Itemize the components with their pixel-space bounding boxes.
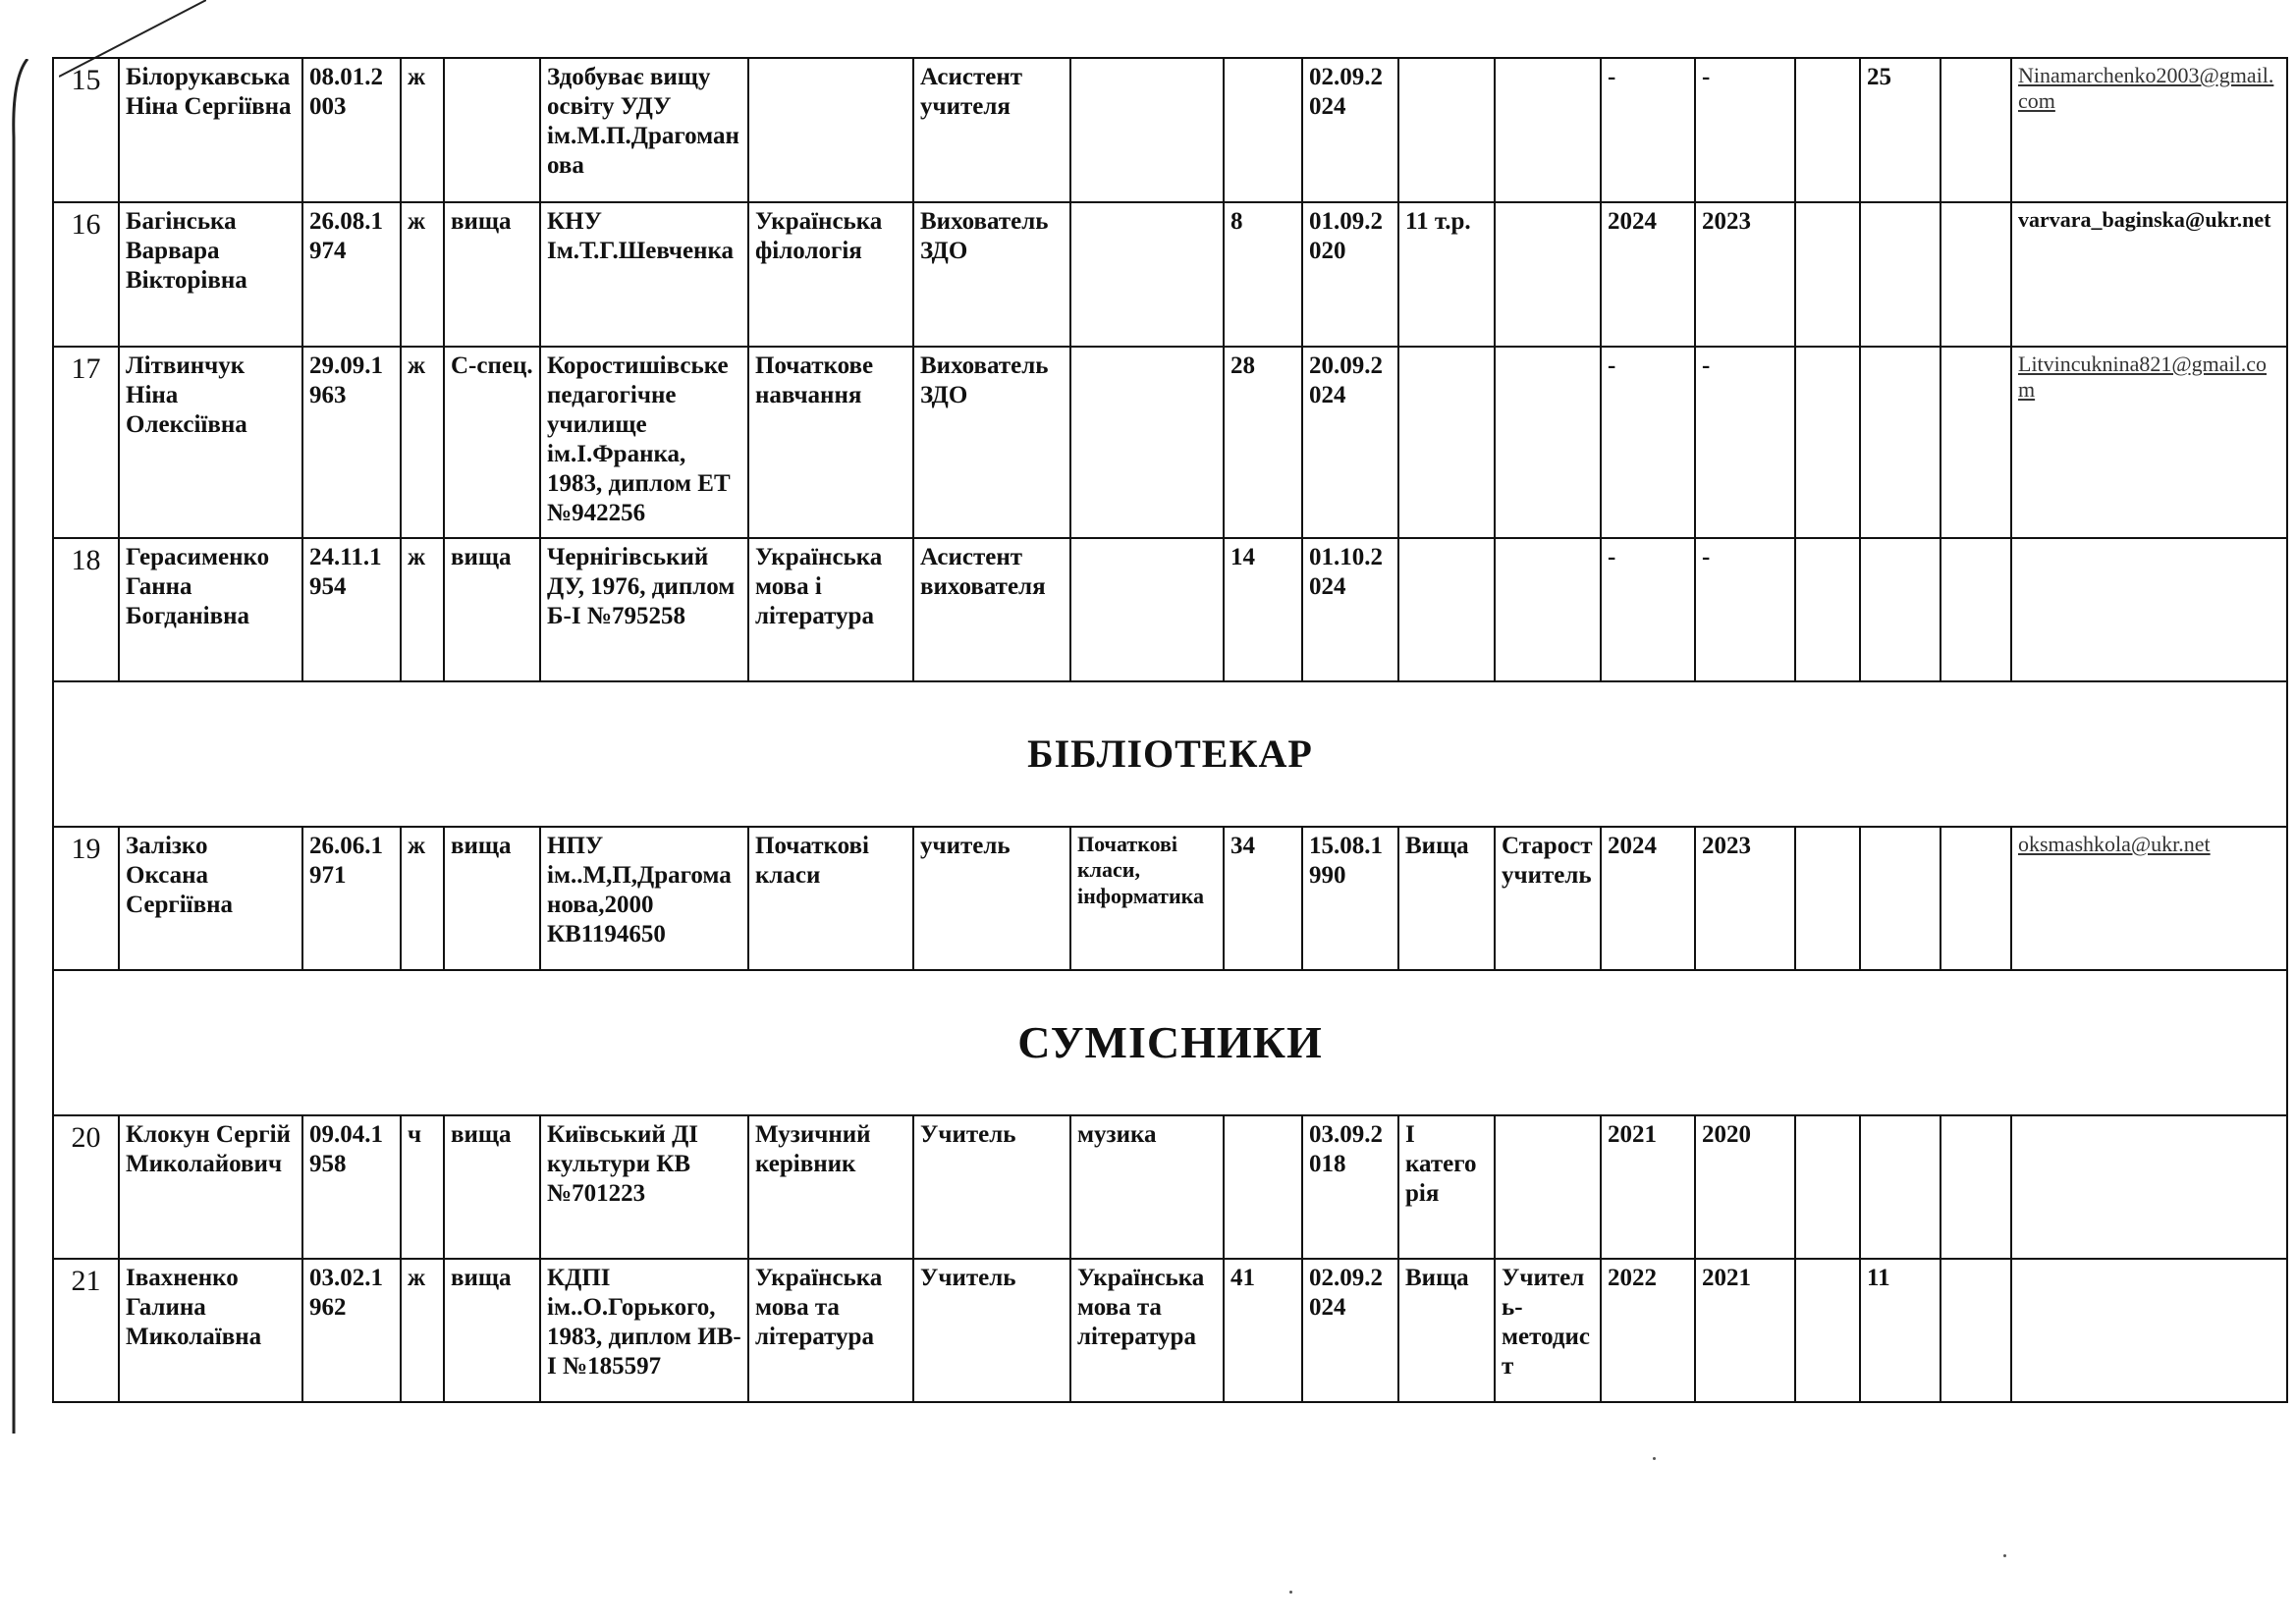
title [1495,347,1601,538]
attestation-year: - [1695,347,1795,538]
course-year: - [1601,538,1695,681]
experience [1224,58,1302,202]
email [2011,58,2287,202]
sex: ж [401,58,444,202]
cell-18 [1941,347,2011,538]
email [2011,827,2287,970]
cell-18 [1941,827,2011,970]
email [2011,1259,2287,1402]
position: Вихователь ЗДО [913,347,1070,538]
category [1398,347,1495,538]
date-hired: 03.09.2018 [1302,1115,1398,1259]
cell-16 [1795,538,1860,681]
date-hired: 20.09.2024 [1302,347,1398,538]
email-text: Ninamarchenko2003@gmail.com [2018,63,2274,114]
specialty: Початкові класи [748,827,913,970]
birth-date: 09.04.1958 [302,1115,401,1259]
education-level: вища [444,827,540,970]
full-name: Герасименко Ганна Богданівна [119,538,302,681]
cell-16 [1795,202,1860,347]
cell-18 [1941,1115,2011,1259]
scan-left-edge [0,59,29,1434]
sex: ч [401,1115,444,1259]
birth-date: 26.08.1974 [302,202,401,347]
birth-date: 29.09.1963 [302,347,401,538]
row-number: 16 [53,202,119,347]
course-year: - [1601,58,1695,202]
row-number: 20 [53,1115,119,1259]
category: 11 т.р. [1398,202,1495,347]
title [1495,58,1601,202]
subject: Початкові класи, інформатика [1070,827,1224,970]
table-row [53,202,2287,347]
date-hired: 01.09.2020 [1302,202,1398,347]
experience: 8 [1224,202,1302,347]
category: I категорія [1398,1115,1495,1259]
education-level: С-спец. [444,347,540,538]
position: Вихователь ЗДО [913,202,1070,347]
specialty: Українська філологія [748,202,913,347]
cell-16 [1795,347,1860,538]
table-row [53,827,2287,970]
email [2011,538,2287,681]
experience: 14 [1224,538,1302,681]
email-text: Litvincuknina821@gmail.com [2018,352,2268,403]
category [1398,538,1495,681]
cell-17: 11 [1860,1259,1941,1402]
subject: Українська мова та література [1070,1259,1224,1402]
birth-date: 08.01.2003 [302,58,401,202]
institution: Київський ДІ культури КВ №701223 [540,1115,748,1259]
education-level: вища [444,1115,540,1259]
email [2011,1115,2287,1259]
education-level [444,58,540,202]
section-heading-library: БІБЛІОТЕКАР [53,681,2287,827]
attestation-year: - [1695,538,1795,681]
row-number: 15 [53,58,119,202]
experience: 34 [1224,827,1302,970]
attestation-year: 2020 [1695,1115,1795,1259]
title: Учитель-методист [1495,1259,1601,1402]
institution: Коростишівське педагогічне училище ім.І.Франка, 1983, диплом ЕТ №942256 [540,347,748,538]
section-row-part-time [53,970,2287,1115]
course-year: 2024 [1601,827,1695,970]
position: Учитель [913,1259,1070,1402]
cell-18 [1941,58,2011,202]
category [1398,58,1495,202]
full-name: Івахненко Галина Миколаївна [119,1259,302,1402]
institution: Здобуває вищу освіту УДУ ім.М.П.Драгоманова [540,58,748,202]
title [1495,538,1601,681]
date-hired: 01.10.2024 [1302,538,1398,681]
experience [1224,1115,1302,1259]
specialty: Українська мова та література [748,1259,913,1402]
full-name: Багінська Варвара Вікторівна [119,202,302,347]
section-row-library [53,681,2287,827]
specialty: Українська мова і література [748,538,913,681]
attestation-year: 2021 [1695,1259,1795,1402]
section-heading-part-time: СУМІСНИКИ [53,970,2287,1115]
row-number: 17 [53,347,119,538]
table-row [53,1259,2287,1402]
email-text: oksmashkola@ukr.net [2018,832,2211,856]
subject: музика [1070,1115,1224,1259]
cell-18 [1941,1259,2011,1402]
cell-18 [1941,202,2011,347]
position: Учитель [913,1115,1070,1259]
birth-date: 26.06.1971 [302,827,401,970]
sex: ж [401,827,444,970]
row-number: 19 [53,827,119,970]
attestation-year: - [1695,58,1795,202]
position: Асистент учителя [913,58,1070,202]
row-number: 21 [53,1259,119,1402]
institution: КДПІ ім..О.Горького, 1983, диплом ИВ-І №185597 [540,1259,748,1402]
category: Вища [1398,1259,1495,1402]
full-name: Залізко Оксана Сергіївна [119,827,302,970]
subject [1070,347,1224,538]
institution: НПУ ім..М,П,Драгоманова,2000 КВ1194650 [540,827,748,970]
subject [1070,538,1224,681]
cell-17 [1860,1115,1941,1259]
cell-16 [1795,1259,1860,1402]
birth-date: 24.11.1954 [302,538,401,681]
experience: 28 [1224,347,1302,538]
full-name: Білорукавська Ніна Сергіївна [119,58,302,202]
title: Старост учитель [1495,827,1601,970]
specialty: Музичний керівник [748,1115,913,1259]
title [1495,202,1601,347]
table-row [53,1115,2287,1259]
sex: ж [401,347,444,538]
email [2011,202,2287,347]
table-row [53,347,2287,538]
specialty: Початкове навчання [748,347,913,538]
institution: Чернігівський ДУ, 1976, диплом Б-І №795258 [540,538,748,681]
scan-speck [2003,1554,2006,1557]
birth-date: 03.02.1962 [302,1259,401,1402]
course-year: 2022 [1601,1259,1695,1402]
cell-17 [1860,827,1941,970]
position: учитель [913,827,1070,970]
sex: ж [401,202,444,347]
cell-18 [1941,538,2011,681]
full-name: Літвинчук Ніна Олексіївна [119,347,302,538]
attestation-year: 2023 [1695,827,1795,970]
cell-17 [1860,538,1941,681]
sex: ж [401,1259,444,1402]
cell-17 [1860,347,1941,538]
scan-speck [1289,1591,1292,1594]
institution: КНУ Ім.Т.Г.Шевченка [540,202,748,347]
cell-17 [1860,202,1941,347]
staff-table [52,57,2288,1403]
table-row [53,538,2287,681]
date-hired: 02.09.2024 [1302,1259,1398,1402]
scan-speck [1653,1457,1656,1460]
title [1495,1115,1601,1259]
course-year: 2021 [1601,1115,1695,1259]
cell-16 [1795,58,1860,202]
cell-16 [1795,1115,1860,1259]
table-row [53,58,2287,202]
subject [1070,58,1224,202]
category: Вища [1398,827,1495,970]
experience: 41 [1224,1259,1302,1402]
attestation-year: 2023 [1695,202,1795,347]
email [2011,347,2287,538]
education-level: вища [444,538,540,681]
row-number: 18 [53,538,119,681]
date-hired: 15.08.1990 [1302,827,1398,970]
course-year: - [1601,347,1695,538]
date-hired: 02.09.2024 [1302,58,1398,202]
email-text: varvara_baginska@ukr.net [2018,207,2271,232]
cell-17: 25 [1860,58,1941,202]
position: Асистент вихователя [913,538,1070,681]
sex: ж [401,538,444,681]
subject [1070,202,1224,347]
cell-16 [1795,827,1860,970]
education-level: вища [444,202,540,347]
full-name: Клокун Сергій Миколайович [119,1115,302,1259]
education-level: вища [444,1259,540,1402]
course-year: 2024 [1601,202,1695,347]
specialty [748,58,913,202]
